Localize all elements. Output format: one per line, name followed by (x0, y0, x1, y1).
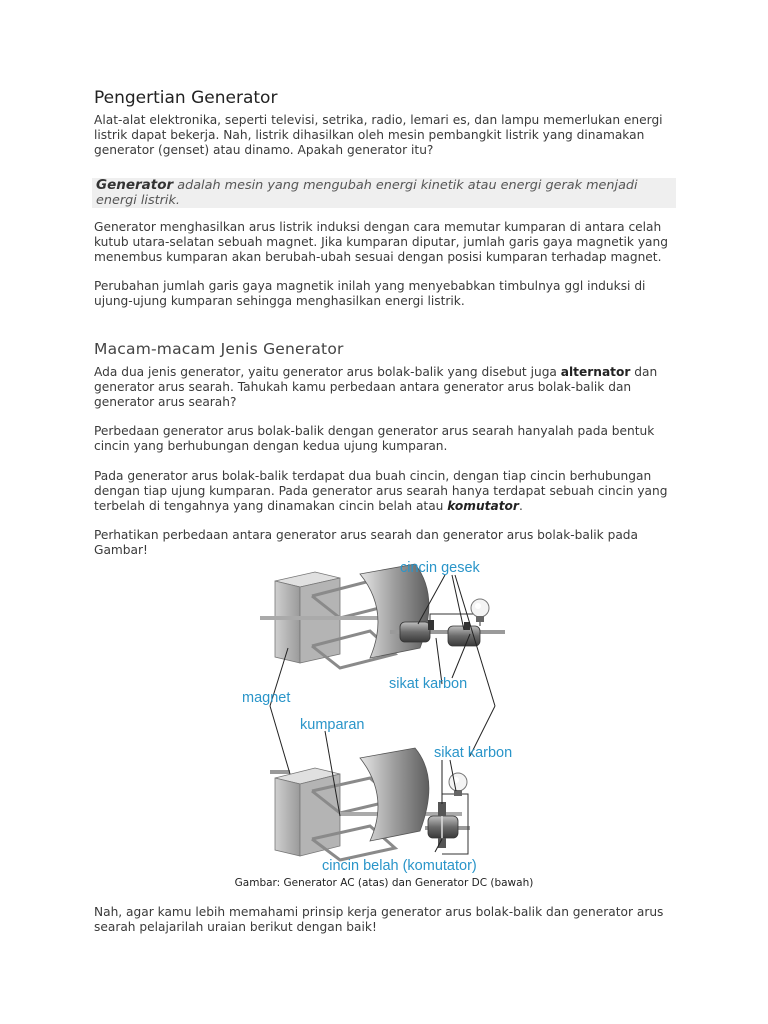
ac-generator (260, 564, 505, 668)
paragraph-4: Perbedaan generator arus bolak-balik dengan generator arus searah hanyalah pada bentuk cincin yang berhubungan dengan kedua ujung kumparan. (94, 424, 655, 453)
definition-body: adalah mesin yang mengubah energi kinetik atau energi gerak menjadi energi listrik. (96, 178, 638, 208)
p3-text-after: dan generator arus searah. Tahukah kamu perbedaan antara generator arus bolak-balik dan generator arus searah? (94, 365, 658, 409)
paragraph-3 (94, 365, 684, 410)
paragraph-6: Perhatikan perbedaan antara generator arus searah dan generator arus bolak-balik pada Gambar! (94, 528, 639, 557)
definition-term: Generator (96, 177, 174, 193)
komutator-term: komutator (447, 499, 519, 513)
closing-paragraph: Nah, agar kamu lebih memahami prinsip kerja generator arus bolak-balik dan generator arus searah pelajarilah uraian berikut dengan baik! (94, 905, 664, 934)
label-sikat-karbon-bottom: sikat karbon (434, 745, 513, 761)
label-magnet: magnet (242, 690, 291, 706)
ac-slip-ring-1 (400, 622, 430, 642)
p3-text: Ada dua jenis generator, yaitu generator arus bolak-balik yang disebut juga (94, 365, 561, 379)
label-sikat-karbon-top: sikat karbon (389, 676, 468, 692)
dc-commutator (428, 816, 458, 838)
dc-magnet-left (275, 778, 300, 856)
p5-text-after: . (518, 499, 523, 513)
section-title: Macam-macam Jenis Generator (94, 340, 344, 358)
figure-caption: Gambar: Generator AC (atas) dan Generator DC (bawah) (234, 877, 534, 889)
label-cincin-belah: cincin belah (komutator) (322, 858, 477, 874)
paragraph-5 (94, 469, 684, 514)
p5-text: Pada generator arus bolak-balik terdapat dua buah cincin, dengan tiap cincin berhubungan dengan tiap ujung kumparan. Pada generator arus searah hanya terdapat sebuah cincin yang terbelah di tengahnya yang dinamakan cincin belah atau (94, 469, 668, 513)
page-title: Pengertian Generator (94, 88, 278, 108)
intro-paragraph: Alat-alat elektronika, seperti televisi, setrika, radio, lemari es, dan lampu memerlukan energi listrik dapat bekerja. Nah, listrik dihasilkan oleh mesin pembangkit listrik yang dinamakan generator (genset) atau dinamo. Apakah generator itu? (94, 113, 663, 157)
label-kumparan: kumparan (300, 717, 365, 733)
paragraph-1: Generator menghasilkan arus listrik induksi dengan cara memutar kumparan di antara celah kutub utara-selatan sebuah magnet. Jika kumparan diputar, jumlah garis gaya magnetik yang menembus kumparan akan berubah-ubah sesuai dengan posisi kumparan terhadap magnet. (94, 220, 668, 264)
definition-text (96, 178, 672, 208)
paragraph-2: Perubahan jumlah garis gaya magnetik inilah yang menyebabkan timbulnya ggl induksi di ujung-ujung kumparan sehingga menghasilkan energi listrik. (94, 279, 646, 308)
label-cincin-gesek: cincin gesek (400, 560, 480, 576)
alternator-term: alternator (560, 365, 631, 379)
generator-figure (230, 556, 540, 874)
